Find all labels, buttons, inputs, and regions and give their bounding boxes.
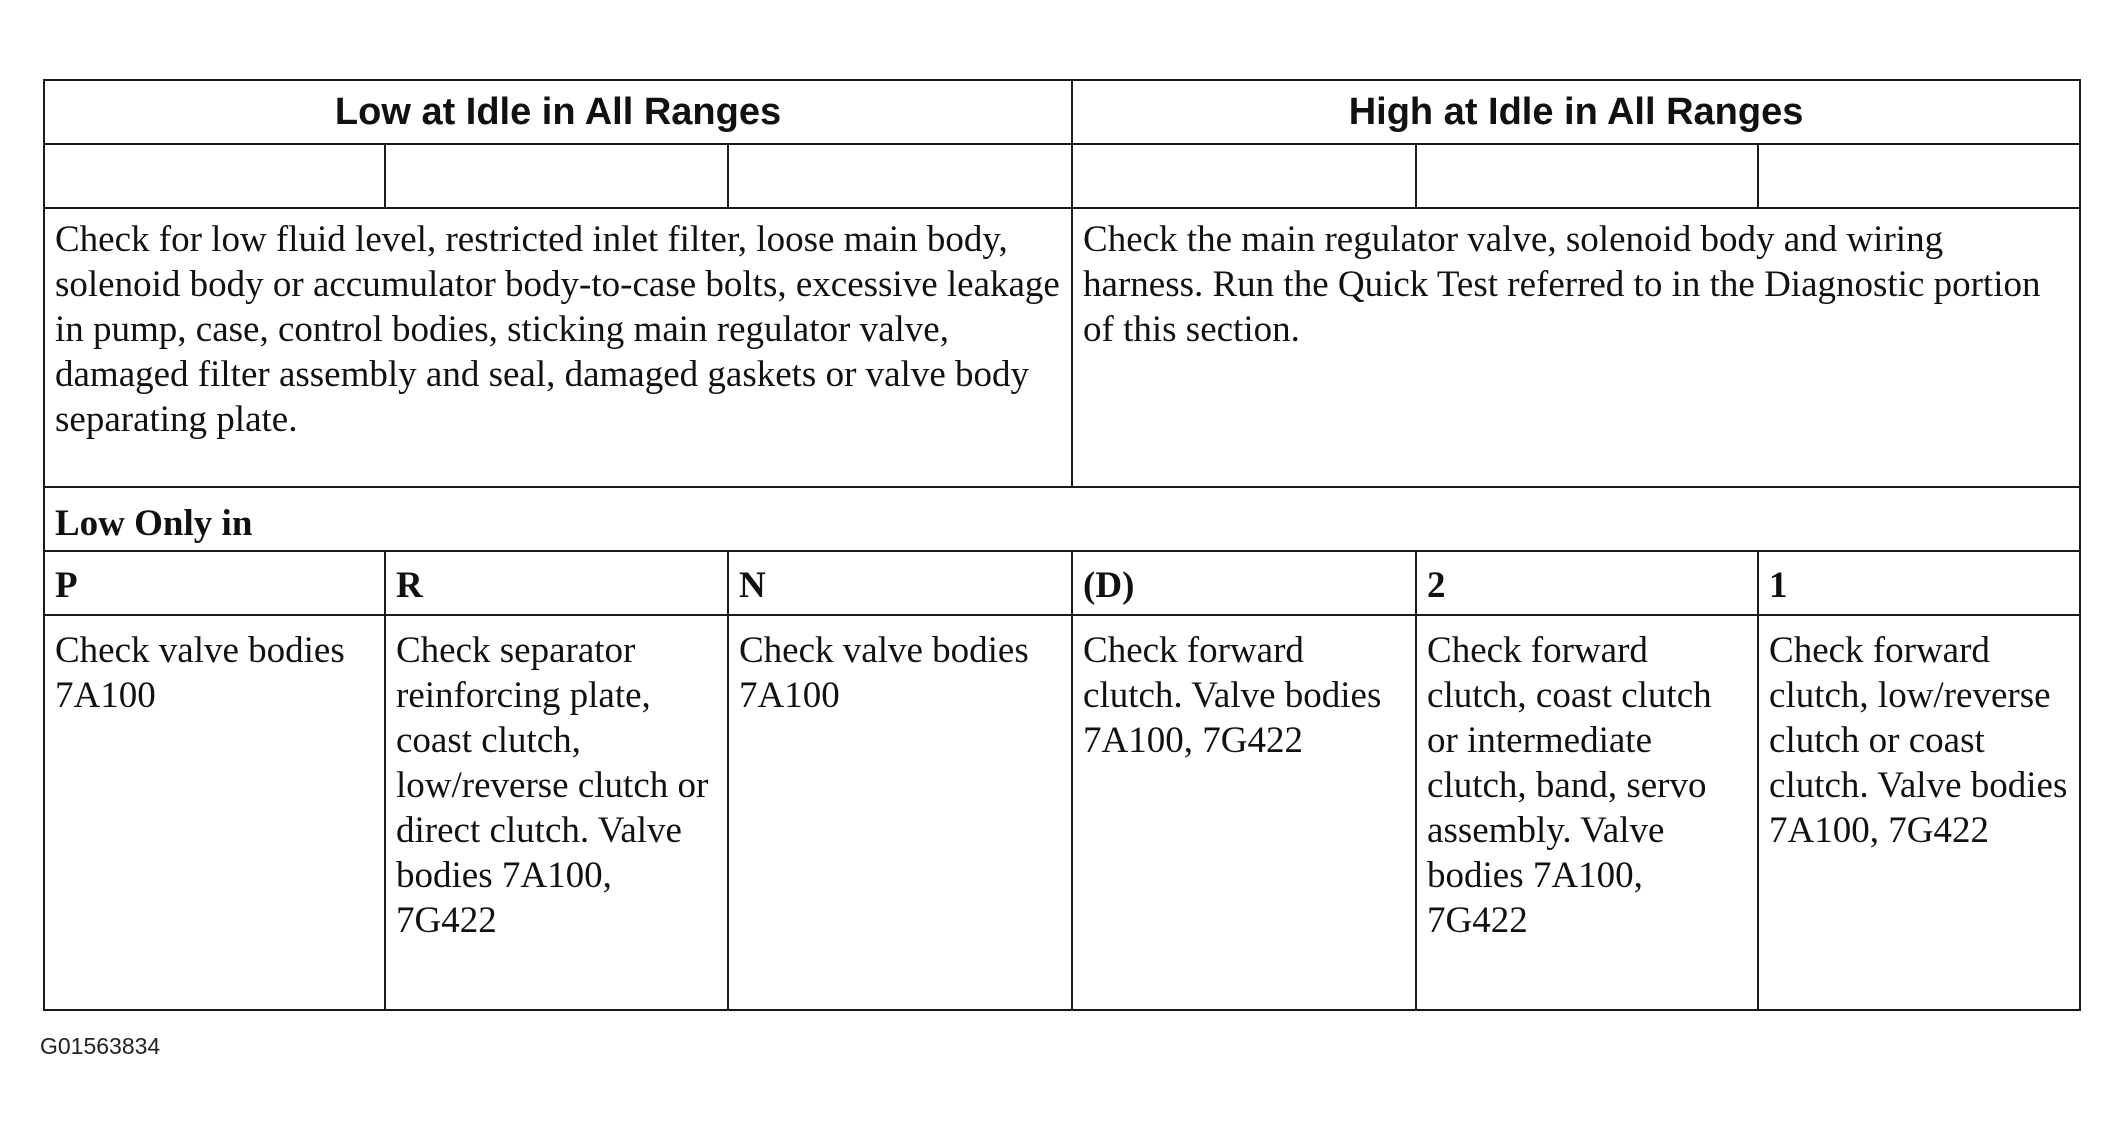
blank-cell xyxy=(1416,144,1758,208)
blank-cell xyxy=(1072,144,1416,208)
range-label: (D) xyxy=(1072,551,1416,615)
range-label: 1 xyxy=(1758,551,2080,615)
range-label: 2 xyxy=(1416,551,1758,615)
range-label: N xyxy=(728,551,1072,615)
title-row xyxy=(44,80,2080,144)
range-label: R xyxy=(385,551,728,615)
range-description: Check separator reinforcing plate, coast clutch, low/reverse clutch or direct clutch. Valve bodies 7A100, 7G422 xyxy=(385,615,728,1010)
high-idle-heading: High at Idle in All Ranges xyxy=(1072,80,2080,144)
diagnosis-table xyxy=(43,79,2081,1011)
range-description: Check forward clutch, low/reverse clutch or coast clutch. Valve bodies 7A100, 7G422 xyxy=(1758,615,2080,1010)
range-description: Check forward clutch, coast clutch or intermediate clutch, band, servo assembly. Valve bodies 7A100, 7G422 xyxy=(1416,615,1758,1010)
range-description: Check forward clutch. Valve bodies 7A100, 7G422 xyxy=(1072,615,1416,1010)
low-idle-description: Check for low fluid level, restricted inlet filter, loose main body, solenoid body or accumulator body-to-case bolts, excessive leakage in pump, case, control bodies, sticking main regulator valve, damaged filter assembly and seal, damaged gaskets or valve body separating plate. xyxy=(44,208,1072,487)
blank-cell xyxy=(1758,144,2080,208)
figure-id: G01563834 xyxy=(40,1033,161,1059)
range-description: Check valve bodies 7A100 xyxy=(728,615,1072,1010)
low-only-label: Low Only in xyxy=(44,487,2080,551)
high-idle-description: Check the main regulator valve, solenoid body and wiring harness. Run the Quick Test referred to in the Diagnostic portion of this section. xyxy=(1072,208,2080,487)
blank-cell xyxy=(44,144,385,208)
low-idle-heading: Low at Idle in All Ranges xyxy=(44,80,1072,144)
range-text-row xyxy=(44,615,2080,1010)
blank-cell xyxy=(728,144,1072,208)
range-label-row xyxy=(44,551,2080,615)
idle-description-row xyxy=(44,208,2080,487)
range-label: P xyxy=(44,551,385,615)
range-description: Check valve bodies 7A100 xyxy=(44,615,385,1010)
blank-cell xyxy=(385,144,728,208)
blank-row xyxy=(44,144,2080,208)
low-only-row xyxy=(44,487,2080,551)
